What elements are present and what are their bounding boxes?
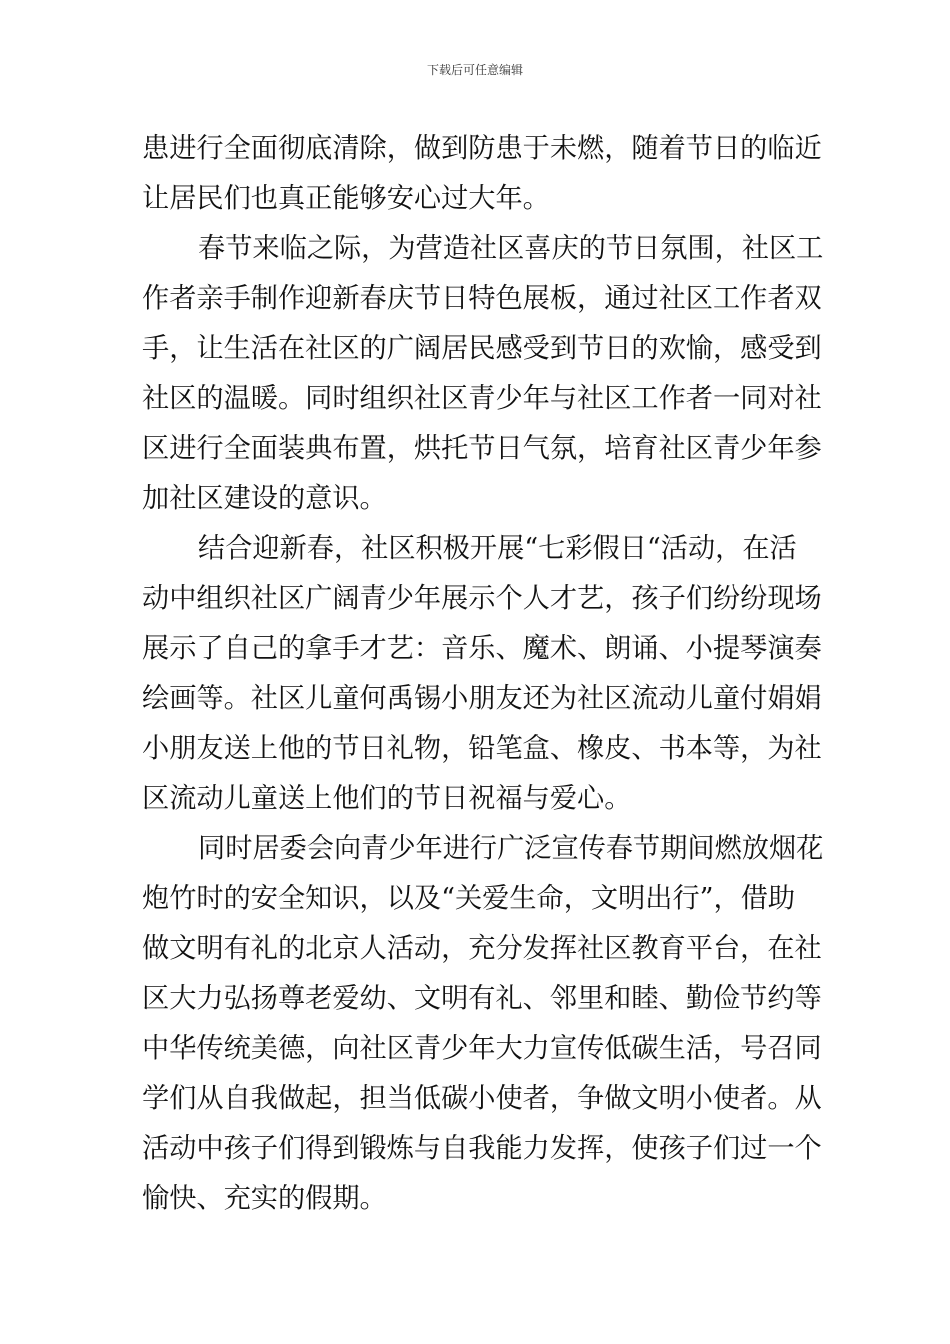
document-body bbox=[142, 124, 824, 1224]
page-header: 下载后可任意编辑 bbox=[426, 63, 523, 77]
text-line: 患进行全面彻底清除，做到防患于未燃，随着节日的临近 bbox=[142, 133, 822, 164]
text-line: 手，让生活在社区的广阔居民感受到节日的欢愉，感受到 bbox=[142, 333, 822, 364]
text-line: 加社区建设的意识。 bbox=[142, 483, 387, 514]
text-line: 做文明有礼的北京人活动，充分发挥社区教育平台，在社 bbox=[142, 933, 822, 964]
text-line: 中华传统美德，向社区青少年大力宣传低碳生活，号召同 bbox=[142, 1033, 822, 1064]
text-line: 炮竹时的安全知识，以及“关爱生命，文明出行”，借助 bbox=[142, 883, 796, 914]
text-line: 让居民们也真正能够安心过大年。 bbox=[142, 183, 550, 214]
text-line: 活动中孩子们得到锻炼与自我能力发挥，使孩子们过一个 bbox=[142, 1133, 822, 1164]
text-line: 动中组织社区广阔青少年展示个人才艺，孩子们纷纷现场 bbox=[142, 583, 822, 614]
paragraph-start-line: 春节来临之际，为营造社区喜庆的节日氛围，社区工 bbox=[198, 233, 824, 264]
text-line: 作者亲手制作迎新春庆节日特色展板，通过社区工作者双 bbox=[142, 283, 822, 314]
paragraph-start-line: 同时居委会向青少年进行广泛宣传春节期间燃放烟花 bbox=[198, 833, 824, 864]
text-line: 学们从自我做起，担当低碳小使者，争做文明小使者。从 bbox=[142, 1083, 822, 1114]
text-line: 展示了自己的拿手才艺：音乐、魔术、朗诵、小提琴演奏 bbox=[142, 633, 822, 664]
text-line: 区大力弘扬尊老爱幼、文明有礼、邻里和睦、勤俭节约等 bbox=[142, 983, 822, 1014]
text-line: 区流动儿童送上他们的节日祝福与爱心。 bbox=[142, 783, 632, 814]
text-line: 社区的温暖。同时组织社区青少年与社区工作者一同对社 bbox=[142, 383, 822, 414]
text-line: 区进行全面装典布置，烘托节日气氛，培育社区青少年参 bbox=[142, 433, 822, 464]
text-line: 小朋友送上他的节日礼物，铅笔盒、橡皮、书本等，为社 bbox=[142, 733, 822, 764]
text-line: 绘画等。社区儿童何禹锡小朋友还为社区流动儿童付娟娟 bbox=[142, 683, 822, 714]
text-line: 愉快、充实的假期。 bbox=[142, 1183, 387, 1214]
paragraph-start-line: 结合迎新春，社区积极开展“七彩假日“活动，在活 bbox=[198, 533, 797, 564]
